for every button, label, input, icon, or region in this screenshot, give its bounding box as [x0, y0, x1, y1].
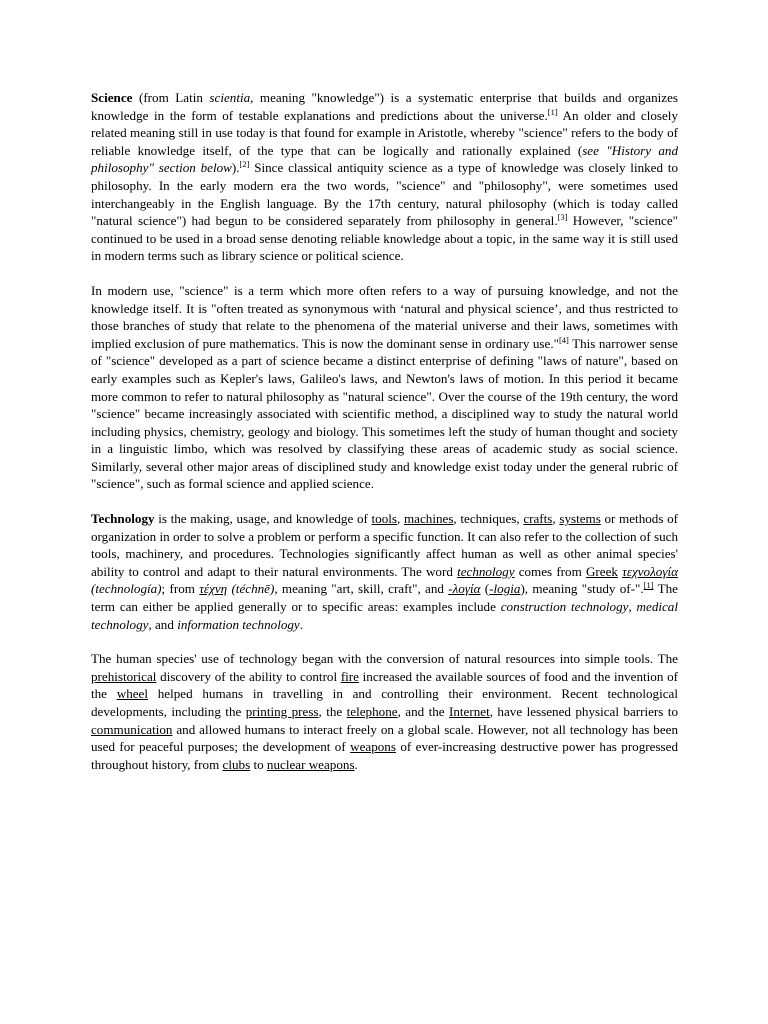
italic-text: medical technology [91, 599, 678, 632]
hyperlink[interactable]: τέχνη [199, 581, 228, 597]
paragraph-technology-definition [91, 510, 678, 633]
body-text: The human species' use of technology began with the conversion of natural resources into simple tools. The [91, 651, 678, 667]
hyperlink[interactable]: Internet [449, 704, 490, 719]
body-text: Since classical antiquity science as a type of knowledge was closely linked to philosophy. In the early modern era the two words, "science" and "philosophy", were sometimes used interchangeably in the English language. By the 17th century, natural philosophy (which is today called "natural science") had begun to be considered separately from philosophy in general. [91, 160, 678, 229]
body-text: , techniques, [453, 511, 524, 527]
body-text: . [299, 616, 304, 632]
hyperlink[interactable]: systems [559, 511, 601, 527]
hyperlink[interactable]: clubs [222, 756, 251, 772]
italic-text: scientia [209, 90, 251, 105]
hyperlink[interactable]: Greek [585, 563, 618, 579]
citation-ref[interactable]: [3] [557, 212, 568, 223]
hyperlink[interactable]: wheel [116, 686, 148, 702]
term-heading: Science [91, 90, 133, 105]
body-text: of ever-increasing destructive power has progressed throughout history, from [91, 739, 678, 772]
body-text: , [628, 599, 637, 615]
paragraph-technology-history [91, 650, 678, 773]
hyperlink[interactable]: crafts [523, 511, 553, 527]
body-text: , [397, 511, 404, 527]
citation-ref[interactable]: [4] [558, 334, 569, 345]
italic-text: see "History and philosophy" section below [91, 142, 678, 176]
body-text: , and [148, 616, 178, 632]
body-text: This narrower sense of "science" developed as a part of science became a distinct enterprise of defining "laws of nature", based on early examples such as Kepler's laws, Galileo's laws, and Newton's laws of motion. In this period it became more common to refer to natural philosophy as "natural science". Over the course of the 19th century, the word "science" became increasingly associated with scientific method, a disciplined way to study the natural world including physics, chemistry, geology and biology. This sometimes left the study of human thought and society in a linguistic limbo, which was resolved by classifying these areas of academic study as social science. Similarly, several other major areas of disciplined study and knowledge exist today under the general rubric of "science", such as formal science and applied science. [91, 335, 678, 492]
body-text: to [250, 756, 267, 772]
hyperlink[interactable]: technology [457, 563, 515, 579]
body-text: , and the [397, 704, 450, 719]
hyperlink[interactable]: τεχνολογία [622, 563, 678, 579]
body-text: , meaning "knowledge") is a systematic enterprise that builds and organizes knowledge in the form of testable explanations and predictions about the universe. [91, 90, 678, 123]
body-text: comes from [514, 563, 586, 579]
body-text: ). [231, 160, 240, 176]
italic-text: (téchnē) [227, 581, 275, 597]
hyperlink[interactable]: machines [403, 511, 454, 527]
body-text: increased the available sources of food and the invention of the [91, 668, 678, 702]
hyperlink[interactable]: weapons [350, 739, 396, 755]
citation-ref[interactable]: [1] [547, 106, 558, 117]
italic-text: construction technology [500, 599, 629, 615]
citation-ref [644, 580, 654, 590]
body-text: , [552, 511, 560, 527]
hyperlink[interactable]: tools [371, 511, 398, 527]
hyperlink[interactable]: communication [91, 721, 173, 737]
hyperlink[interactable]: nuclear weapons [266, 756, 355, 772]
body-text: ; from [161, 581, 200, 597]
hyperlink[interactable]: -λογία [448, 581, 481, 597]
body-text: In modern use, "science" is a term which more often refers to a way of pursuing knowledge, and not the knowledge itself. It is "often treated as synonymous with ‘natural and physical science’, and thus restricted to those branches of study that relate to the phenomena of the material universe and their laws, sometimes with implied exclusion of pure mathematics. This is now the dominant sense in ordinary use." [91, 282, 678, 351]
body-text: discovery of the ability to control [156, 668, 341, 684]
italic-text: information technology [177, 616, 300, 632]
body-text: ( [480, 581, 490, 597]
body-text: , meaning "art, skill, craft", and [274, 581, 449, 597]
hyperlink[interactable]: fire [340, 668, 359, 684]
body-text: or methods of organization in order to solve a problem or perform a specific function. It can also refer to the collection of such tools, machinery, and procedures. Technologies significantly affect human as well as other animal species' ability to control and adapt to their natural environments. The word [91, 511, 679, 579]
body-text: helped humans in travelling in and controlling their environment. Recent technological developments, including the [91, 686, 678, 719]
hyperlink[interactable]: printing press [245, 704, 319, 719]
italic-text: (technología) [91, 581, 162, 597]
body-text: , have lessened physical barriers to [489, 704, 678, 719]
hyperlink[interactable]: -logia [489, 581, 521, 597]
body-text: ), meaning "study of-". [520, 581, 644, 597]
body-text: and allowed humans to interact freely on a global scale. However, not all technology has been used for peaceful purposes; the development of [91, 721, 678, 755]
document-body [91, 89, 678, 790]
body-text: An older and closely related meaning still in use today is that found for example in Aristotle, whereby "science" refers to the body of reliable knowledge itself, of the type that can be logically and rationally explained ( [91, 107, 678, 158]
citation-ref[interactable]: [2] [239, 159, 250, 170]
body-text: The term can either be applied generally or to specific areas: examples include [91, 581, 678, 615]
body-text: (from Latin [132, 90, 210, 105]
body-text: is the making, usage, and knowledge of [154, 511, 372, 527]
hyperlink[interactable]: prehistorical [91, 668, 157, 684]
hyperlink[interactable]: telephone [346, 704, 398, 719]
citation-link[interactable]: [1] [643, 580, 654, 591]
term-heading: Technology [91, 511, 155, 527]
body-text: , the [318, 704, 347, 719]
body-text: . [354, 756, 358, 772]
paragraph-science-intro [91, 89, 678, 265]
paragraph-science-modern-use [91, 282, 678, 493]
body-text: However, "science" continued to be used in a broad sense denoting reliable knowledge about a topic, in the same way it is still used in modern terms such as library science or political science. [91, 213, 678, 264]
